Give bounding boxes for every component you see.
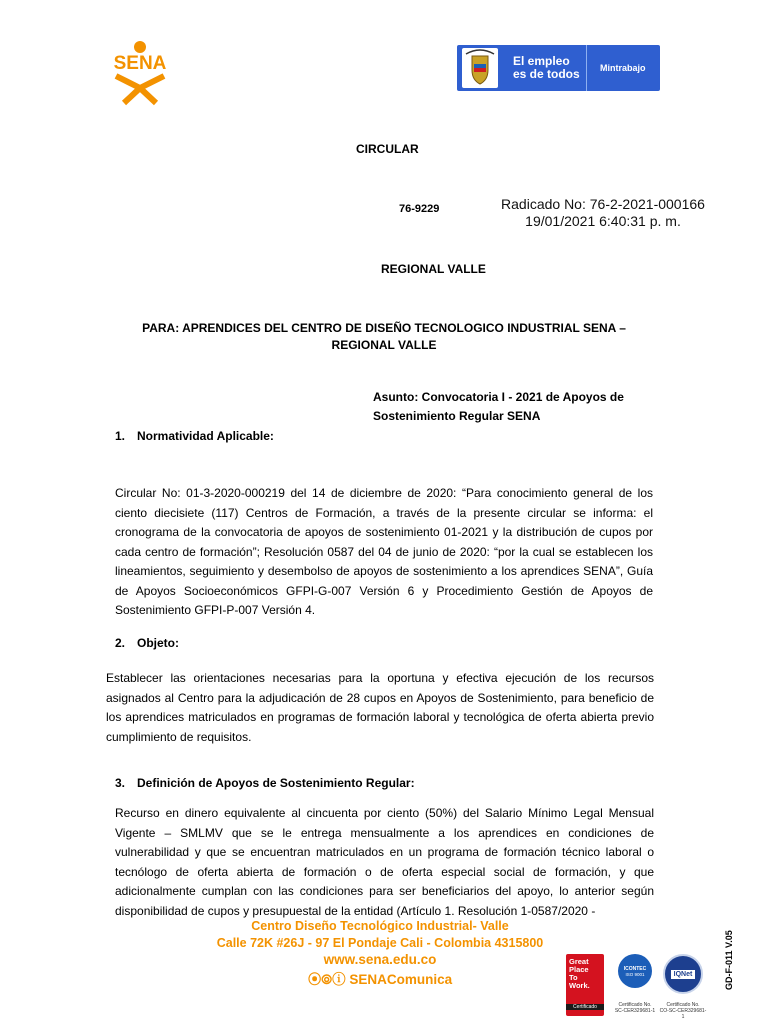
iqnet-certification: IQNet Certificado No. CO-SC-CER329681-1: [659, 954, 707, 1016]
section-body: Establecer las orientaciones necesarias para la oportuna y efectiva ejecución de los recursos asignados al Centro para la adjudicación de 28 cupos en Apoyos de Sostenimiento, para beneficio de los aprendices matriculados en programas de formación laboral y tecnológica de oferta abierta previo cumplimiento de requisitos.: [106, 671, 654, 744]
section-heading: 3. Definición de Apoyos de Sostenimiento Regular:: [115, 776, 415, 790]
gov-slogan: El empleo es de todos: [513, 54, 580, 81]
document-type: CIRCULAR: [356, 142, 419, 156]
sena-logo: [104, 40, 176, 104]
radicado-stamp: [494, 196, 712, 230]
section-heading: 1. Normatividad Aplicable:: [115, 429, 274, 443]
website-link[interactable]: www.sena.edu.co: [323, 952, 437, 967]
radicado-number: Radicado No: 76-2-2021-000166: [501, 196, 705, 212]
icontec-certification: ICONTEC ISO 9001 Certificado No. SC-CER329681-1: [614, 954, 656, 1016]
footer-web: [240, 950, 520, 990]
recipients: PARA: APRENDICES DEL CENTRO DE DISEÑO TECNOLOGICO INDUSTRIAL SENA – REGIONAL VALLE: [142, 321, 626, 352]
radicado-date: 19/01/2021 6:40:31 p. m.: [525, 213, 681, 229]
subject: Asunto: Convocatoria I - 2021 de Apoyos de Sostenimiento Regular SENA: [373, 390, 624, 423]
gov-divider: [586, 45, 587, 91]
colombia-seal-icon: [462, 48, 498, 88]
center-address: Calle 72K #26J - 97 El Pondaje Cali - Colombia 4315800: [216, 935, 544, 950]
form-code: GD-F-011 V.05: [724, 930, 734, 990]
social-handle[interactable]: ⦿⦾ⓘ SENAComunica: [307, 972, 453, 987]
center-name: Centro Diseño Tecnológico Industrial- Valle: [251, 919, 509, 933]
regional-label: REGIONAL VALLE: [381, 262, 486, 276]
great-place-to-work-logo: Great Place To Work. Certificado: [566, 954, 604, 1016]
section-body: Circular No: 01-3-2020-000219 del 14 de diciembre de 2020: “Para conocimiento general de los ciento diecisiete (117) Centros de Formación, a través de la presente circular se informa: el cronograma de la convocatoria de apoyos de sostenimiento 01-2021 y la distribución de cupos por cada centro de formación”; Resolución 0587 del 04 de junio de 2020: “por la cual se establecen los lineamientos, seguimiento y desembolso de apoyos de sostenimiento a los aprendices SENA”, Guía de Apoyos Socioeconómicos GFPI-G-007 Versión 6 y Procedimiento Gestión de Apoyos de Sostenimiento GFPI-P-007 Versión 4.: [115, 486, 653, 617]
social-icons: ⦿⦾ⓘ: [307, 972, 346, 987]
section-heading: 2. Objeto:: [115, 636, 179, 650]
section-body: Recurso en dinero equivalente al cincuenta por ciento (50%) del Salario Mínimo Legal Mensual Vigente – SMLMV que se le entrega mensualmente a los aprendices en condiciones de vulnerabilidad y que se encuentran matriculados en un programa de formación técnico laboral o tecnólogo de oferta abierta de formación o de oferta especial social de formación, y que adicionalmente cumplan con las condiciones para ser beneficiarios del apoyo, lo anterior según disponibilidad de cupos y presupuestal de la entidad (Artículo 1. Resolución 1-0587/2020 -: [115, 806, 654, 918]
document-code: 76-9229: [399, 203, 440, 215]
svg-text:SENA: SENA: [113, 53, 167, 74]
footer-address: [200, 918, 560, 951]
ministry-name: Mintrabajo: [600, 63, 646, 73]
